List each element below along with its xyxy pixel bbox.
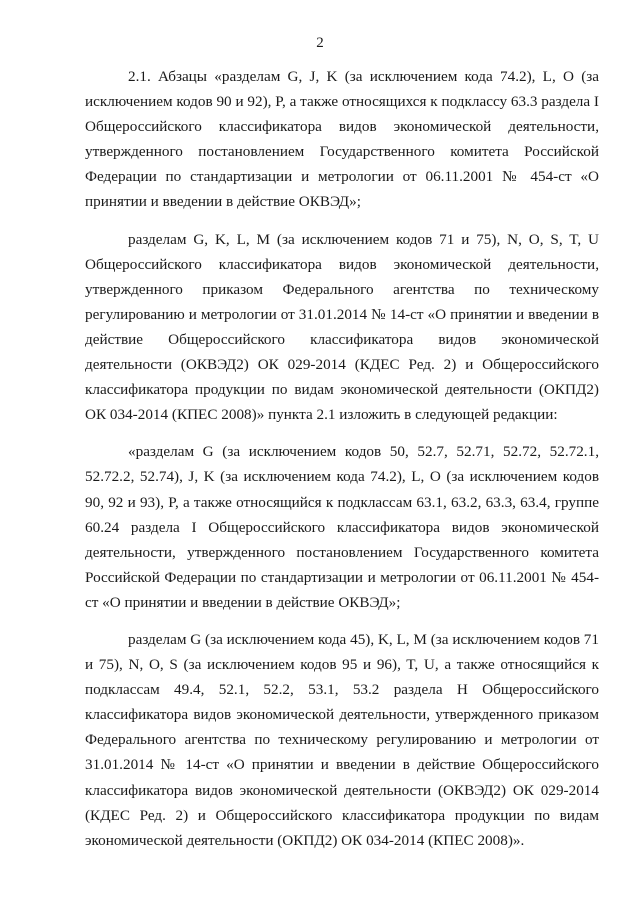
paragraph-sections-okved-new: «разделам G (за исключением кодов 50, 52.7, 52.71, 52.72, 52.72.1, 52.72.2, 52.74), J, K (за исключением кода 74.2), L, O (за исключением кодов 90, 92 и 93), P, а также относящийся к подклассам 63.1, 63.2, 63.3, 63.4, группе 60.24 раздела I Общероссийского классификатора видов экономической деятельности, утвержденного постановлением Государственного комитета Российской Федерации по стандартизации и метрологии от 06.11.2001 № 454-ст «О принятии и введении в действие ОКВЭД»; <box>85 443 599 611</box>
paragraph-amendment-intro: 2.1. Абзацы «разделам G, J, K (за исключением кода 74.2), L, O (за исключением кодов 90 и 92), P, а также относящихся к подклассу 63.3 раздела I Общероссийского классификатора видов экономической деятельности, утвержденного постановлением Государственного комитета Российской Федерации по стандартизации и метрологии от 06.11.2001 № 454-ст «О принятии и введении в действие ОКВЭД»; <box>85 68 599 211</box>
paragraph-sections-okved2-old: разделам G, K, L, M (за исключением кодов 71 и 75), N, O, S, T, U Общероссийского классификатора видов экономической деятельности, утвержденного приказом Федерального агентства по техническому регулированию и метрологии от 31.01.2014 № 14-ст «О принятии и введении в действие Общероссийского классификатора видов экономической деятельности (ОКВЭД2) ОК 029-2014 (КДЕС Ред. 2) и Общероссийского классификатора продукции по видам экономической деятельности (ОКПД2) ОК 034-2014 (КПЕС 2008)» пункта 2.1 изложить в следующей редакции: <box>85 230 599 424</box>
document-body <box>85 64 599 853</box>
page-number: 2 <box>316 35 324 51</box>
paragraph-sections-okved2-new: разделам G (за исключением кода 45), K, L, M (за исключением кодов 71 и 75), N, O, S (за исключением кодов 95 и 96), T, U, а также относящийся к подклассам 49.4, 52.1, 52.2, 53.1, 53.2 раздела H Общероссийского классификатора видов экономической деятельности, утвержденного приказом Федерального агентства по техническому регулированию и метрологии от 31.01.2014 № 14-ст «О принятии и введении в действие Общероссийского классификатора видов экономической деятельности (ОКВЭД2) ОК 029-2014 (КДЕС Ред. 2) и Общероссийского классификатора продукции по видам экономической деятельности (ОКПД2) ОК 034-2014 (КПЕС 2008)». <box>85 630 599 849</box>
